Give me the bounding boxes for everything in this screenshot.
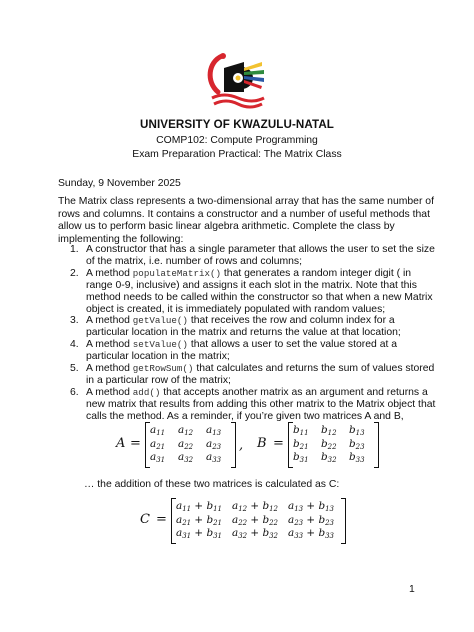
method-name: setValue() [132, 339, 188, 351]
matrix-entry: $b_{23}$ [349, 437, 365, 451]
list-item [58, 386, 436, 423]
equals-sign: = [156, 512, 167, 527]
list-item-number: 3. [70, 315, 79, 327]
university-name: UNIVERSITY OF KWAZULU-NATAL [140, 118, 334, 131]
matrix-bracket-right [341, 498, 346, 544]
list-item-number: 5. [70, 363, 79, 375]
list-item-line: particular location in the matrix; [86, 351, 230, 363]
list-item [58, 244, 435, 268]
matrix-entry: $a_{12}$ [178, 424, 194, 437]
list-item-number: 6. [70, 386, 79, 398]
list-item-line: A method getRowSum() that calculates and returns the sum of values stored [86, 363, 435, 375]
intro-paragraph [58, 196, 434, 246]
list-item-number: 1. [70, 244, 79, 255]
matrix-entry: $a_{33}$ [206, 451, 222, 464]
list-item-line: object is created, it is immediately populated with random values; [86, 303, 386, 315]
matrix-entry: $a_{21} + b_{21}$ [176, 513, 223, 527]
document-date: Sunday, 9 November 2025 [58, 178, 181, 189]
equals-sign: = [130, 436, 141, 451]
matrix-entry: $a_{23}$ [206, 437, 222, 451]
matrix-entry: $a_{32} + b_{32}$ [232, 527, 279, 540]
list-item-line: A constructor that has a single parameter that allows the user to set the size [86, 244, 435, 255]
matrix-entry: $b_{11}$ [293, 424, 309, 437]
matrix-entry: $b_{33}$ [349, 451, 365, 464]
comma: , [239, 438, 244, 453]
list-item [58, 315, 428, 339]
intro-line: rows and columns. It contains a constructor and a number of useful methods that [58, 208, 430, 220]
list-item-line: range 0-9, inclusive) and assigns it each slot in the matrix. Note that this [86, 279, 417, 291]
list-item-line: in a particular row of the matrix; [86, 374, 231, 386]
university-logo [204, 48, 274, 110]
matrix-entry: $b_{21}$ [293, 437, 309, 451]
matrix-entry: $a_{11} + b_{11}$ [176, 500, 223, 513]
matrix-entry: $a_{13} + b_{13}$ [288, 500, 335, 513]
matrix-entry: $a_{33} + b_{33}$ [288, 527, 335, 540]
matrix-entry: $b_{22}$ [321, 437, 337, 451]
intro-line: implementing the following: [58, 233, 184, 245]
method-name: add() [132, 386, 161, 398]
intro-line: allow us to perform basic linear algebra arithmetic. Complete the class by [58, 221, 395, 233]
matrix-entry: $b_{13}$ [349, 424, 365, 437]
list-item-number: 4. [70, 339, 79, 351]
matrix-entry: $a_{32}$ [178, 451, 194, 464]
course-name: COMP102: Compute Programming [156, 135, 318, 146]
method-name: getRowSum() [132, 363, 194, 375]
requirements-list [58, 244, 436, 423]
list-item-line: of the matrix, i.e. number of rows and columns; [86, 255, 302, 267]
matrix-entry: $a_{12} + b_{12}$ [232, 500, 279, 513]
matrix-bracket-right [231, 422, 236, 468]
method-name: populateMatrix() [132, 267, 222, 279]
list-item-line: new matrix that results from adding this other matrix to the Matrix object that [86, 398, 436, 410]
matrix-entry: $a_{21}$ [150, 437, 166, 451]
list-item [58, 339, 428, 363]
method-name: getValue() [132, 315, 188, 327]
matrix-b [288, 422, 378, 466]
intro-line: The Matrix class represents a two-dimensional array that has the same number of [58, 196, 434, 207]
document-title: Exam Preparation Practical: The Matrix Class [132, 149, 342, 160]
matrix-c [171, 498, 345, 542]
matrix-b-label: B [257, 436, 267, 451]
matrix-a-label: A [116, 436, 126, 451]
matrix-entry: $a_{22}$ [178, 437, 194, 451]
matrix-entry: $b_{32}$ [321, 451, 337, 464]
matrix-definition-equation [116, 422, 365, 472]
list-item [58, 267, 433, 316]
list-item-line: A method getValue() that receives the row and column index for a [86, 315, 395, 327]
matrix-entry: $a_{13}$ [206, 424, 222, 437]
matrix-entry: $a_{22} + b_{22}$ [232, 513, 279, 527]
list-item-line: calls the method. As a reminder, if you’re given two matrices A and B, [86, 410, 404, 422]
page-number: 1 [409, 584, 415, 595]
list-item-line: particular location in the matrix and returns the value at that location; [86, 327, 401, 339]
matrix-entry: $a_{23} + b_{23}$ [288, 513, 335, 527]
addition-caption: … the addition of these two matrices is calculated as C: [84, 479, 340, 490]
equals-sign: = [273, 436, 284, 451]
matrix-bracket-right [374, 422, 379, 468]
matrix-c-label: C [140, 512, 150, 527]
matrix-entry: $b_{31}$ [293, 451, 309, 464]
matrix-a [145, 422, 235, 466]
matrix-entry: $a_{31} + b_{31}$ [176, 527, 223, 540]
matrix-entry: $a_{11}$ [150, 424, 166, 437]
list-item-line: A method setValue() that allows a user to set the value stored at a [86, 339, 398, 351]
list-item-line: A method add() that accepts another matrix as an argument and returns a [86, 386, 428, 398]
list-item-line: A method populateMatrix() that generates a random integer digit ( in [86, 267, 412, 279]
matrix-entry: $a_{31}$ [150, 451, 166, 464]
list-item-line: method needs to be called within the constructor so that when a new Matrix [86, 291, 433, 303]
list-item [58, 363, 435, 387]
list-item-number: 2. [70, 267, 79, 279]
matrix-entry: $b_{12}$ [321, 424, 337, 437]
matrix-sum-equation [140, 498, 340, 548]
